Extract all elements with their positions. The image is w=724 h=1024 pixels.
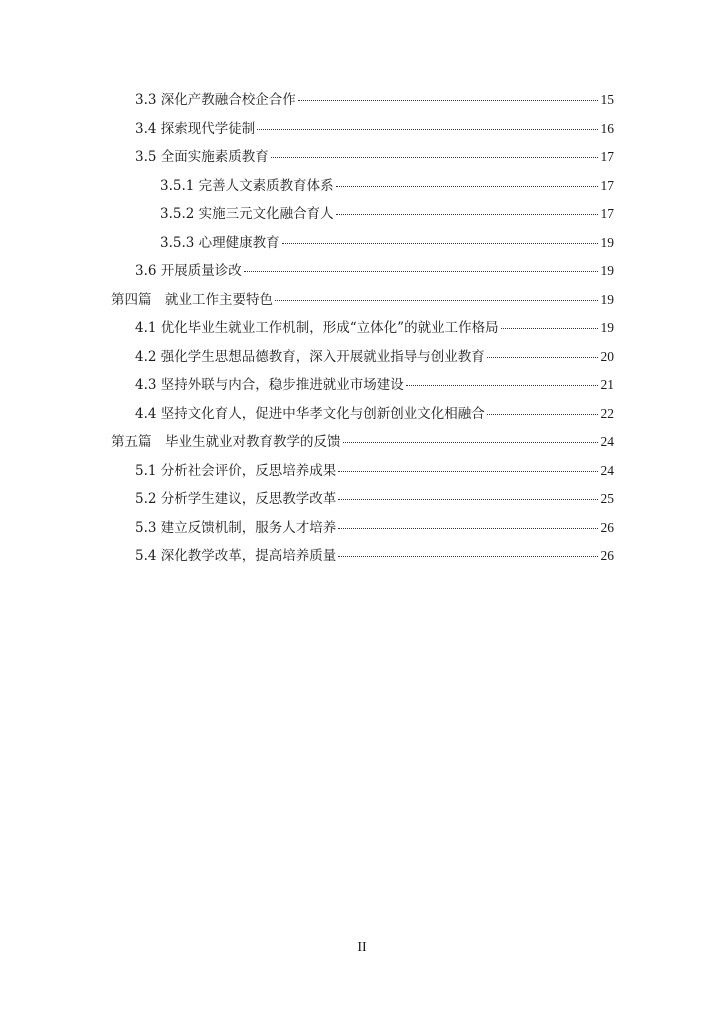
toc-leader-dots — [298, 100, 598, 101]
toc-entry[interactable] — [135, 88, 614, 110]
toc-entry-page: 26 — [600, 548, 614, 563]
toc-entry-page: 22 — [600, 405, 614, 421]
toc-entry-label: 3.5.3 心理健康教育 — [160, 234, 280, 251]
toc-entry-label: 5.1 分析社会评价，反思培养成果 — [135, 462, 337, 479]
toc-entry[interactable] — [135, 487, 614, 509]
toc-entry-page: 21 — [600, 377, 614, 392]
toc-leader-dots — [338, 556, 597, 557]
toc-entry-label: 第四篇 就业工作主要特色 — [111, 291, 273, 308]
toc-entry[interactable] — [135, 402, 614, 424]
toc-entry-label: 3.5.1 完善人文素质教育体系 — [160, 177, 334, 194]
toc-leader-dots — [487, 357, 598, 358]
toc-entry[interactable] — [135, 117, 614, 139]
toc-leader-dots — [338, 471, 597, 472]
toc-entry-label: 4.3 坚持外联与内合，稳步推进就业市场建设 — [135, 377, 404, 393]
toc-entry[interactable] — [135, 345, 614, 367]
toc-entry-label: 3.5 全面实施素质教育 — [135, 149, 269, 165]
toc-entry[interactable] — [135, 316, 614, 338]
toc-entry[interactable] — [135, 373, 614, 395]
toc-entry[interactable] — [160, 231, 614, 253]
toc-leader-dots — [336, 214, 598, 215]
toc-entry-label: 3.6 开展质量诊改 — [135, 263, 242, 279]
toc-entry-label: 3.4 探索现代学徒制 — [135, 120, 256, 137]
toc-entry[interactable] — [135, 544, 614, 566]
toc-entry[interactable] — [135, 516, 614, 538]
toc-leader-dots — [406, 385, 598, 386]
toc-entry-page: 24 — [600, 462, 614, 478]
toc-leader-dots — [271, 157, 598, 158]
toc-entry[interactable] — [135, 145, 614, 167]
toc-entry[interactable] — [135, 259, 614, 281]
toc-entry-page: 20 — [600, 348, 614, 364]
toc-entry-page: 17 — [600, 206, 614, 221]
toc-entry[interactable] — [135, 459, 614, 481]
toc-entry-page: 15 — [600, 92, 614, 107]
page-number: II — [357, 940, 367, 955]
toc-entry-page: 24 — [600, 434, 614, 449]
toc-entry-page: 16 — [600, 120, 614, 136]
toc-entry-label: 5.3 建立反馈机制，服务人才培养 — [135, 519, 337, 536]
toc-leader-dots — [336, 186, 598, 187]
toc-leader-dots — [257, 129, 597, 130]
toc-leader-dots — [244, 271, 598, 272]
toc-leader-dots — [282, 243, 598, 244]
toc-entry[interactable] — [111, 288, 614, 310]
toc-entry-page: 19 — [600, 320, 614, 335]
toc-entry-page: 17 — [600, 149, 614, 164]
toc-entry-page: 25 — [600, 491, 614, 506]
toc-entry-label: 4.1 优化毕业生就业工作机制，形成“立体化”的就业工作格局 — [135, 320, 499, 336]
toc-entry[interactable] — [160, 174, 614, 196]
toc-leader-dots — [501, 328, 598, 329]
toc-entry-label: 3.5.2 实施三元文化融合育人 — [160, 206, 334, 222]
toc-leader-dots — [343, 442, 598, 443]
toc-leader-dots — [487, 414, 598, 415]
toc-entry-page: 19 — [600, 291, 614, 307]
toc-leader-dots — [338, 528, 597, 529]
toc-entry-label: 4.4 坚持文化育人，促进中华孝文化与创新创业文化相融合 — [135, 405, 485, 422]
toc-entry-label: 5.4 深化教学改革，提高培养质量 — [135, 548, 337, 564]
toc-entry-label: 5.2 分析学生建议，反思教学改革 — [135, 491, 337, 507]
toc-entry-page: 26 — [600, 519, 614, 535]
toc-leader-dots — [338, 499, 597, 500]
toc-entry-page: 17 — [600, 177, 614, 193]
toc-entry-page: 19 — [600, 263, 614, 278]
toc-entry[interactable] — [111, 430, 614, 452]
toc-entry-label: 4.2 强化学生思想品德教育，深入开展就业指导与创业教育 — [135, 348, 485, 365]
toc-entry-label: 第五篇 毕业生就业对教育教学的反馈 — [111, 434, 341, 450]
toc-leader-dots — [275, 300, 598, 301]
toc-entry-label: 3.3 深化产教融合校企合作 — [135, 92, 296, 108]
toc-entry-page: 19 — [600, 234, 614, 250]
toc-entry[interactable] — [160, 202, 614, 224]
